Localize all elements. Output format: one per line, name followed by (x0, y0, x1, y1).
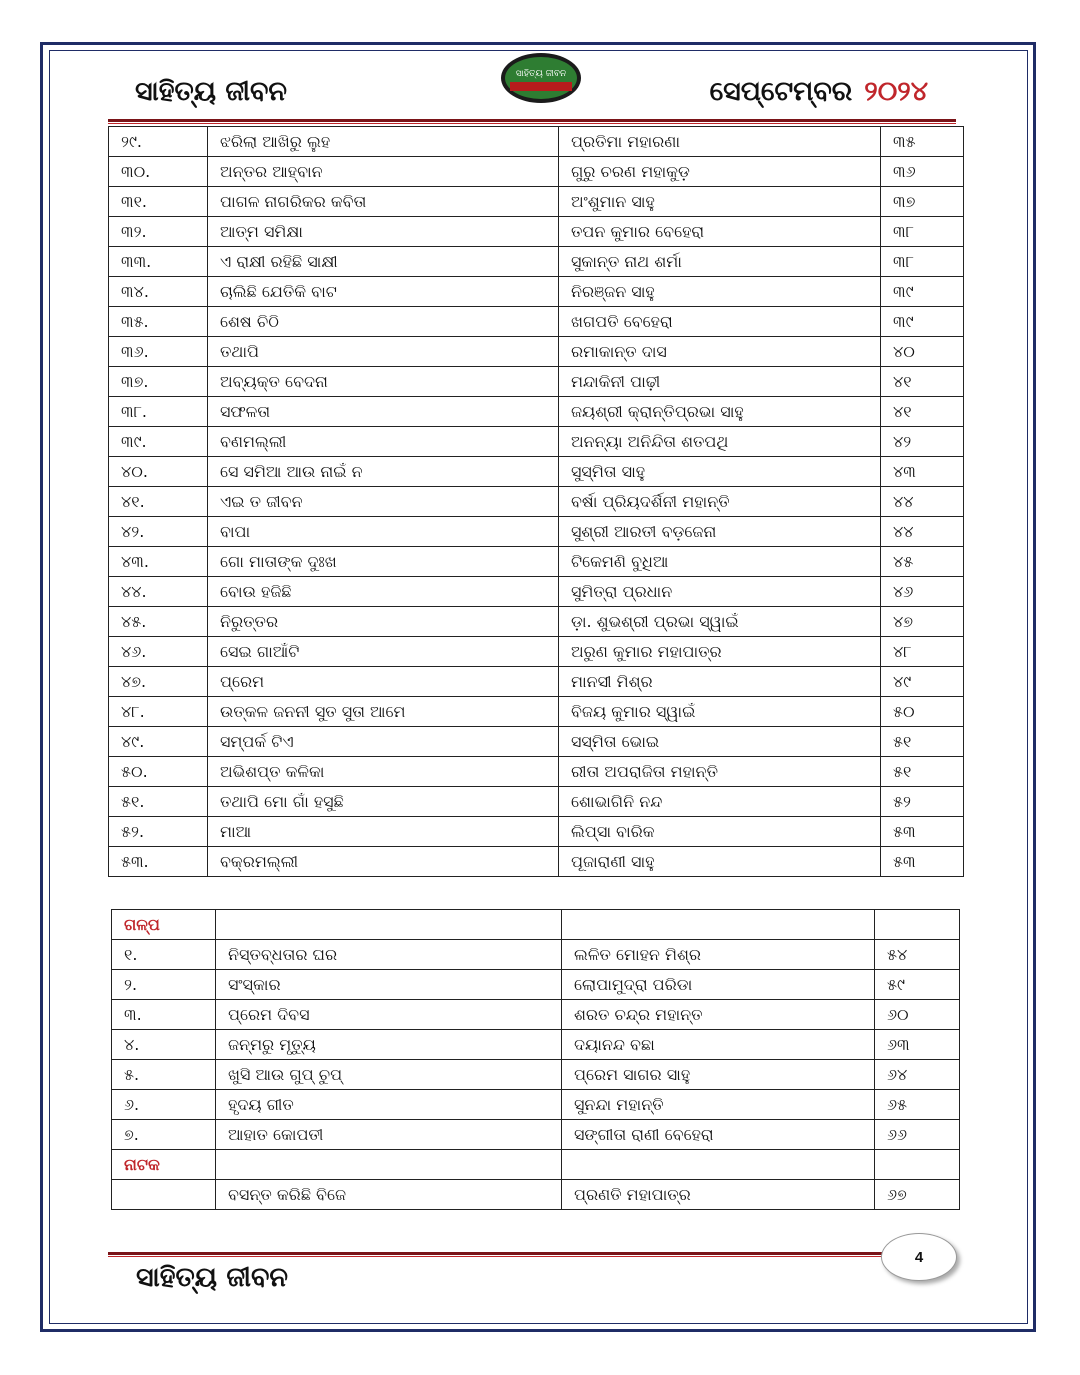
entry-page: ୪୩ (881, 457, 964, 487)
entry-title: ଆହାତ କୋପତୀ (216, 1120, 562, 1150)
contents-row (112, 970, 960, 1000)
entry-number: ୫୧. (109, 787, 208, 817)
entry-title: ଗୋ ମାତାଙ୍କ ଦୁଃଖ (208, 547, 559, 577)
entry-page: ୬୩ (875, 1030, 960, 1060)
entry-page: ୪୧ (881, 397, 964, 427)
entry-author: ରମାକାନ୍ତ ଦାସ (559, 337, 881, 367)
entry-number: ୭. (112, 1120, 216, 1150)
footer-rule (108, 1252, 883, 1255)
footer-title: ସାହିତ୍ୟ ଜୀବନ (136, 1262, 288, 1293)
contents-row (112, 1030, 960, 1060)
contents-row (109, 187, 964, 217)
entry-number: ୪୮. (109, 697, 208, 727)
entry-page: ୩୮ (881, 247, 964, 277)
entry-page: ୪୭ (881, 607, 964, 637)
entry-author: ପ୍ରେମ ସାଗର ସାହୁ (562, 1060, 875, 1090)
contents-row (109, 697, 964, 727)
contents-row (112, 1000, 960, 1030)
contents-row (109, 457, 964, 487)
entry-number: ୩୭. (109, 367, 208, 397)
footer-rule-accent (108, 1256, 883, 1257)
entry-number: ୫୨. (109, 817, 208, 847)
entry-author: ସଙ୍ଗୀତା ରାଣୀ ବେହେରା (562, 1120, 875, 1150)
entry-number: ୪୪. (109, 577, 208, 607)
entry-page: ୪୪ (881, 517, 964, 547)
entry-title: ଅଭିଶପ୍ତ କଳିକା (208, 757, 559, 787)
entry-author: ଶରତ ଚନ୍ଦ୍ର ମହାନ୍ତ (562, 1000, 875, 1030)
entry-page: ୫୧ (881, 757, 964, 787)
entry-number: ୩୯. (109, 427, 208, 457)
contents-row (109, 427, 964, 457)
header-rule-accent (108, 123, 956, 124)
entry-author: ଟିକେମଣି ବୁଧିଆ (559, 547, 881, 577)
entry-page: ୪୪ (881, 487, 964, 517)
entry-title: ପ୍ରେମ (208, 667, 559, 697)
entry-page: ୪୧ (881, 367, 964, 397)
entry-page: ୬୫ (875, 1090, 960, 1120)
entry-page: ୩୯ (881, 277, 964, 307)
empty-cell (875, 1150, 960, 1180)
entry-page: ୫୪ (875, 940, 960, 970)
entry-author: ରୀତା ଅପରାଜିତା ମହାନ୍ତି (559, 757, 881, 787)
entry-number: ୩. (112, 1000, 216, 1030)
empty-cell (875, 910, 960, 940)
section-header-row (112, 1150, 960, 1180)
entry-author: ସୁଶ୍ରୀ ଆରତୀ ବଡ଼ଜେନା (559, 517, 881, 547)
entry-author: ଲଳିତ ମୋହନ ମିଶ୍ର (562, 940, 875, 970)
entry-author: ଖଗପତି ବେହେରା (559, 307, 881, 337)
contents-row (109, 307, 964, 337)
entry-title: ଏ ରାକ୍ଷୀ ରହିଛି ସାକ୍ଷୀ (208, 247, 559, 277)
header-month: ସେପ୍ଟେମ୍ବର (709, 76, 853, 107)
entry-author: ଅଂଶୁମାନ ସାହୁ (559, 187, 881, 217)
contents-row (109, 847, 964, 877)
contents-row (109, 817, 964, 847)
header-year: ୨୦୨୪ (864, 76, 928, 107)
entry-author: ବର୍ଷା ପ୍ରିୟଦର୍ଶିନୀ ମହାନ୍ତି (559, 487, 881, 517)
header-rule (108, 119, 956, 122)
entry-page: ୬୭ (875, 1180, 960, 1210)
entry-page: ୪୮ (881, 637, 964, 667)
entry-title: ବଣମଲ୍ଲୀ (208, 427, 559, 457)
entry-number: ୫୩. (109, 847, 208, 877)
entry-number: ୩୩. (109, 247, 208, 277)
entry-author: ସୁନନ୍ଦା ମହାନ୍ତି (562, 1090, 875, 1120)
entry-page: ୫୯ (875, 970, 960, 1000)
entry-page: ୫୩ (881, 817, 964, 847)
entry-title: ବସନ୍ତ କରିଛି ବିଜେ (216, 1180, 562, 1210)
entry-page: ୪୦ (881, 337, 964, 367)
header-title: ସାହିତ୍ୟ ଜୀବନ (135, 76, 287, 107)
contents-row (109, 757, 964, 787)
entry-author: ମାନସୀ ମିଶ୍ର (559, 667, 881, 697)
entry-author: ପୂଜାରାଣୀ ସାହୁ (559, 847, 881, 877)
entry-number: ୧. (112, 940, 216, 970)
entry-page: ୩୫ (881, 127, 964, 157)
entry-author: ତପନ କୁମାର ବେହେରା (559, 217, 881, 247)
contents-table-stories-drama (111, 909, 960, 1210)
entry-title: ଜନ୍ମରୁ ମୃତ୍ୟୁ (216, 1030, 562, 1060)
entry-number: ୫. (112, 1060, 216, 1090)
entry-author: ଗୁରୁ ଚରଣ ମହାକୁଡ଼ (559, 157, 881, 187)
entry-title: ହୃଦୟ ଗୀତ (216, 1090, 562, 1120)
contents-row (109, 577, 964, 607)
entry-title: ଉତ୍କଳ ଜନନୀ ସୁତ ସୁତା ଆମେ (208, 697, 559, 727)
entry-title: ଖୁସି ଆଉ ଗୁପ୍ ଚୁପ୍ (216, 1060, 562, 1090)
section-header-row (112, 910, 960, 940)
entry-number: ୪୭. (109, 667, 208, 697)
contents-row (112, 1060, 960, 1090)
entry-title: ବାପା (208, 517, 559, 547)
entry-title: ବକ୍ରମଲ୍ଲୀ (208, 847, 559, 877)
magazine-logo (500, 52, 582, 104)
entry-author: ଜୟଶ୍ରୀ କ୍ରାନ୍ତିପ୍ରଭା ସାହୁ (559, 397, 881, 427)
entry-page: ୫୧ (881, 727, 964, 757)
entry-author: ଶୋଭାଗିନି ନନ୍ଦ (559, 787, 881, 817)
empty-cell (216, 910, 562, 940)
entry-title: ସେଇ ଗାଆଁଟି (208, 637, 559, 667)
entry-title: ବୋଉ ହଜିଛି (208, 577, 559, 607)
empty-cell (216, 1150, 562, 1180)
contents-table-poems (108, 126, 964, 877)
entry-title: ପ୍ରେମ ଦିବସ (216, 1000, 562, 1030)
entry-author: ସୁସ୍ମିତା ସାହୁ (559, 457, 881, 487)
entry-page: ୪୨ (881, 427, 964, 457)
entry-number: ୫୦. (109, 757, 208, 787)
contents-row (109, 517, 964, 547)
entry-title: ନିସ୍ତବ୍ଧତାର ଘର (216, 940, 562, 970)
entry-number: ୪୯. (109, 727, 208, 757)
entry-number: ୪୦. (109, 457, 208, 487)
entry-title: ଚାଲିଛି ଯେତିକି ବାଟ (208, 277, 559, 307)
entry-page: ୬୬ (875, 1120, 960, 1150)
entry-title: ସେ ସମିଆ ଆଉ ନାଇଁ ନ (208, 457, 559, 487)
empty-cell (562, 910, 875, 940)
contents-row (109, 157, 964, 187)
entry-author: ପ୍ରତିମା ମହାରଣା (559, 127, 881, 157)
entry-author: ଅନନ୍ୟା ଅନିନ୍ଦିତା ଶତପଥି (559, 427, 881, 457)
entry-title: ସଂସ୍କାର (216, 970, 562, 1000)
entry-author: ବିଜୟ କୁମାର ସ୍ୱାଇଁ (559, 697, 881, 727)
section-label: ନାଟକ (112, 1150, 216, 1180)
contents-row (112, 1090, 960, 1120)
entry-number: ୩୮. (109, 397, 208, 427)
entry-page: ୬୪ (875, 1060, 960, 1090)
contents-row (109, 487, 964, 517)
section-label: ଗଳ୍ପ (112, 910, 216, 940)
contents-row (112, 1120, 960, 1150)
entry-number: ୩୪. (109, 277, 208, 307)
entry-number: ୪୩. (109, 547, 208, 577)
entry-number: ୩୬. (109, 337, 208, 367)
contents-row (109, 667, 964, 697)
logo-text: ସାହିତ୍ୟ ଜୀବନ (515, 69, 567, 79)
entry-page: ୩୭ (881, 187, 964, 217)
contents-row (109, 127, 964, 157)
entry-title: ତଥାପି (208, 337, 559, 367)
entry-number: ୪୫. (109, 607, 208, 637)
contents-row (109, 247, 964, 277)
entry-title: ଅନ୍ତର ଆହ୍ବାନ (208, 157, 559, 187)
contents-row (109, 637, 964, 667)
contents-row (109, 787, 964, 817)
page-number-badge: 4 (881, 1233, 957, 1281)
contents-row (112, 1180, 960, 1210)
entry-author: ସୁମିତ୍ରା ପ୍ରଧାନ (559, 577, 881, 607)
entry-author: ସୁକାନ୍ତ ନାଥ ଶର୍ମା (559, 247, 881, 277)
contents-row (112, 940, 960, 970)
entry-number: ୪୧. (109, 487, 208, 517)
empty-cell (562, 1150, 875, 1180)
entry-title: ଅବ୍ୟକ୍ତ ବେଦନା (208, 367, 559, 397)
entry-author: ଲୋପାମୁଦ୍ରା ପରିଡା (562, 970, 875, 1000)
entry-page: ୩୬ (881, 157, 964, 187)
entry-number: ୪୬. (109, 637, 208, 667)
contents-row (109, 547, 964, 577)
entry-page: ୫୨ (881, 787, 964, 817)
entry-page: ୪୬ (881, 577, 964, 607)
entry-number: ୩୫. (109, 307, 208, 337)
entry-title: ସମ୍ପର୍କ ଟିଏ (208, 727, 559, 757)
entry-page: ୫୦ (881, 697, 964, 727)
entry-number: ୪. (112, 1030, 216, 1060)
entry-title: ଶେଷ ଚିଠି (208, 307, 559, 337)
header-issue-date (710, 76, 928, 108)
entry-number: ୩୧. (109, 187, 208, 217)
entry-title: ତଥାପି ମୋ ଗାଁ ହସୁଛି (208, 787, 559, 817)
entry-title: ସଫଳତା (208, 397, 559, 427)
entry-author: ଅରୁଣ କୁମାର ମହାପାତ୍ର (559, 637, 881, 667)
entry-title: ଝରିଲା ଆଖିରୁ ଲୁହ (208, 127, 559, 157)
entry-author: ପ୍ରଣତି ମହାପାତ୍ର (562, 1180, 875, 1210)
entry-title: ଆତ୍ମ ସମିକ୍ଷା (208, 217, 559, 247)
entry-page: ୩୮ (881, 217, 964, 247)
entry-page: ୪୫ (881, 547, 964, 577)
contents-row (109, 337, 964, 367)
entry-page: ୫୩ (881, 847, 964, 877)
entry-author: ଡ଼ା. ଶୁଭଶ୍ରୀ ପ୍ରଭା ସ୍ୱାଇଁ (559, 607, 881, 637)
entry-title: ପାଗଳ ନାଗରିକର କବିତା (208, 187, 559, 217)
entry-author: ମନ୍ଦାକିନୀ ପାଢ଼ୀ (559, 367, 881, 397)
contents-row (109, 727, 964, 757)
entry-page: ୩୯ (881, 307, 964, 337)
contents-row (109, 397, 964, 427)
entry-number: ୩୨. (109, 217, 208, 247)
entry-author: ଲିପ୍ସା ବାରିକ (559, 817, 881, 847)
contents-row (109, 367, 964, 397)
entry-number (112, 1180, 216, 1210)
contents-row (109, 607, 964, 637)
entry-title: ଏଇ ତ ଜୀବନ (208, 487, 559, 517)
entry-number: ୬. (112, 1090, 216, 1120)
entry-title: ନିରୁତ୍ତର (208, 607, 559, 637)
entry-title: ମାଆ (208, 817, 559, 847)
contents-row (109, 277, 964, 307)
entry-page: ୬୦ (875, 1000, 960, 1030)
entry-author: ସସ୍ମିତା ଭୋଇ (559, 727, 881, 757)
entry-number: ୪୨. (109, 517, 208, 547)
entry-number: ୩୦. (109, 157, 208, 187)
entry-number: ୨୯. (109, 127, 208, 157)
entry-page: ୪୯ (881, 667, 964, 697)
entry-author: ନିରଞ୍ଜନ ସାହୁ (559, 277, 881, 307)
entry-author: ଦୟାନନ୍ଦ ବଛା (562, 1030, 875, 1060)
entry-number: ୨. (112, 970, 216, 1000)
contents-row (109, 217, 964, 247)
